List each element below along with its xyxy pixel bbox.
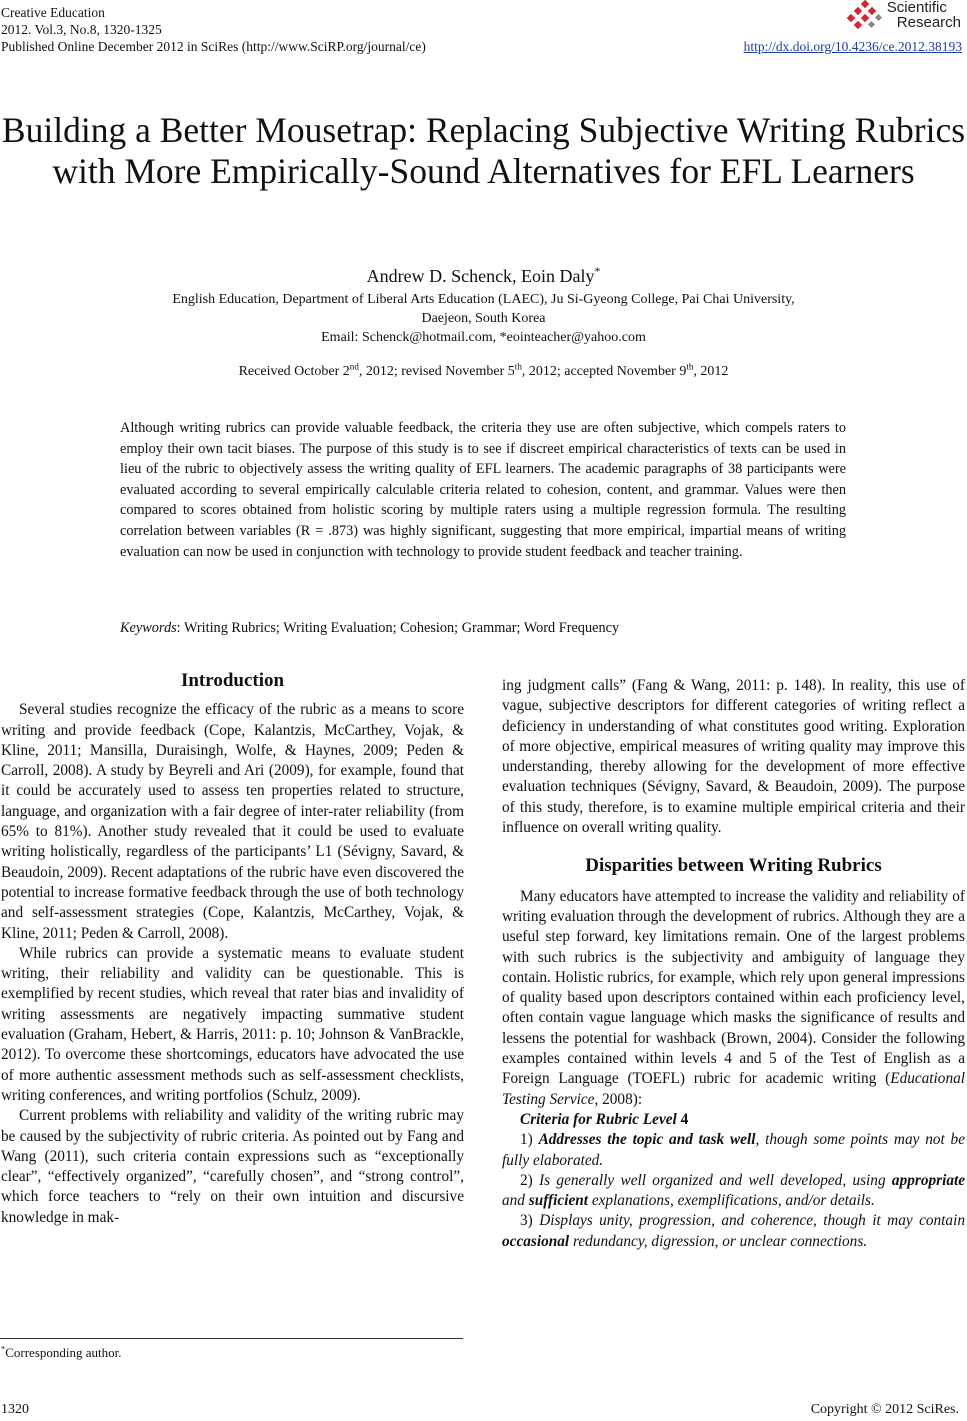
- authors: Andrew D. Schenck, Eoin Daly*: [366, 265, 601, 286]
- paragraph: ing judgment calls” (Fang & Wang, 2011: p. 148). In reality, this use of vague, subjective descriptors for different categories of writing reflect a deficiency in understanding of what constitutes good writing. Exploration of more objective, empirical measures of writing quality may improve this understanding, thereby allowing for the development of more effective evaluation techniques (Sévigny, Savard, & Beaudoin, 2009). The purpose of this study, therefore, is to examine multiple empirical criteria and their influence on overall writing quality.: [502, 677, 965, 837]
- list-item: 1) Addresses the topic and task well, though some points may not be fully elaborated.: [502, 1131, 965, 1169]
- footnote-divider: [0, 1338, 463, 1339]
- copyright: Copyright © 2012 SciRes.: [810, 1402, 959, 1417]
- page-number: 1320: [1, 1402, 29, 1417]
- paragraph: Many educators have attempted to increase the validity and reliability of writing evaluation through the development of rubrics. Although they are a useful step forward, key limitations remain. One of the largest problems with such rubrics is the subjectivity and ambiguity of language they contain. Holistic rubrics, for example, which rely upon general impressions of quality based upon descriptors contained within each proficiency level, often contain vague language which masks the significance of results and lessens the potential for washback (Brown, 2004). Consider the following examples contained within levels 4 and 5 of the Test of English as a Foreign Language (TOEFL) rubric for academic writing (Educational Testing Service, 2008):: [502, 887, 965, 1108]
- affiliation: English Education, Department of Liberal Arts Education (LAEC), Ju Si-Gyeong College, Pai Chai University, Daejeon, South Korea Email: Schenck@hotmail.com, *eointeacher@yahoo.com: [0, 290, 967, 347]
- email: Email: Schenck@hotmail.com, *eointeacher@yahoo.com: [321, 330, 646, 345]
- list-item: 3) Displays unity, progression, and coherence, though it may contain occasional redundancy, digression, or unclear connections.: [502, 1212, 965, 1250]
- paragraph: Several studies recognize the efficacy of the rubric as a means to score writing and provide feedback (Cope, Kalantzis, McCarthey, Vojak, & Kline, 2011; Mansilla, Duraisingh, Wolfe, & Haynes, 2009; Peden & Carroll, 2008). A study by Beyreli and Ari (2009), for example, found that it could be accurately used to assess ten properties related to structure, language, and organization with a fair degree of inter-rater reliability (from 65% to 81%). Another study revealed that it could be used to evaluate writing holistically, regardless of the participants’ L1 (Sévigny, Savard, & Beaudoin, 2009). Recent adaptations of the rubric have even discovered the potential to increase formative feedback through the use of both technology and self-assessment strategies (Cope, Kalantzis, McCarthey, Vojak, & Kline, 2011; Peden & Carroll, 2008).: [1, 701, 464, 942]
- article-title: Building a Better Mousetrap: Replacing Subjective Writing Rubrics with More Empirically-Sound Alternatives for EFL Learners: [1, 110, 966, 191]
- section-heading-disparities: Disparities between Writing Rubrics: [585, 855, 882, 877]
- journal-name: Creative Education: [1, 5, 105, 20]
- criteria-heading: Criteria for Rubric Level 4: [520, 1110, 689, 1128]
- abstract: Although writing rubrics can provide valuable feedback, the criteria they use are often subjective, which compels raters to employ their own tacit biases. The purpose of this study is to see if discreet empirical characteristics of texts can be used in lieu of the rubric to objectively assess the writing quality of EFL learners. The academic paragraphs of 38 participants were evaluated according to several empirically calculable criteria related to cohesion, content, and grammar. Values were then compared to scores obtained from holistic scoring by multiple raters using a multiple regression formula. The resulting correlation between variables (R = .873) was highly significant, suggesting that more empirical, impartial means of writing evaluation can now be used in conjunction with technology to provide student feedback and teacher training.: [120, 420, 846, 560]
- right-column: [502, 676, 965, 1252]
- keywords: Keywords: Writing Rubrics; Writing Evaluation; Cohesion; Grammar; Word Frequency: [120, 620, 620, 636]
- running-header: [1, 4, 426, 55]
- footnote: *Corresponding author.: [1, 1343, 122, 1360]
- list-item: 2) Is generally well organized and well developed, using appropriate and sufficient explanations, exemplifications, and/or details.: [502, 1171, 966, 1210]
- diamond-cluster-icon: [847, 0, 885, 30]
- received-dates: Received October 2nd, 2012; revised November 5th, 2012; accepted November 9th, 2012: [238, 361, 729, 379]
- publication-info: Published Online December 2012 in SciRes (http://www.SciRP.org/journal/ce): [1, 39, 426, 54]
- left-column: [1, 671, 464, 1228]
- paragraph: Current problems with reliability and validity of the writing rubric may be caused by the subjectivity of rubric criteria. As pointed out by Fang and Wang (2011), such criteria contain expressions such as “exceptionally clear”, “effectively organized”, “carefully chosen”, and “strong control”, which force teachers to “rely on their own intuition and discursive knowledge in mak-: [1, 1107, 464, 1226]
- publisher-logo: [847, 0, 961, 30]
- doi-link[interactable]: http://dx.doi.org/10.4236/ce.2012.38193: [743, 39, 962, 54]
- volume-info: 2012. Vol.3, No.8, 1320-1325: [1, 22, 162, 37]
- logo-wordmark: Scientific Research: [886, 0, 961, 31]
- paragraph: While rubrics can provide a systematic means to evaluate student writing, their reliability and validity can be questionable. This is exemplified by recent studies, which reveal that rater bias and invalidity of writing assessments are negatively impacting summative student evaluation (Graham, Hebert, & Harris, 2011: p. 10; Johnson & VanBrackle, 2012). To overcome these shortcomings, educators have advocated the use of more authentic assessment methods such as self-assessment checklists, writing conferences, and writing portfolios (Schulz, 2009).: [1, 944, 464, 1104]
- section-heading-introduction: Introduction: [180, 670, 285, 691]
